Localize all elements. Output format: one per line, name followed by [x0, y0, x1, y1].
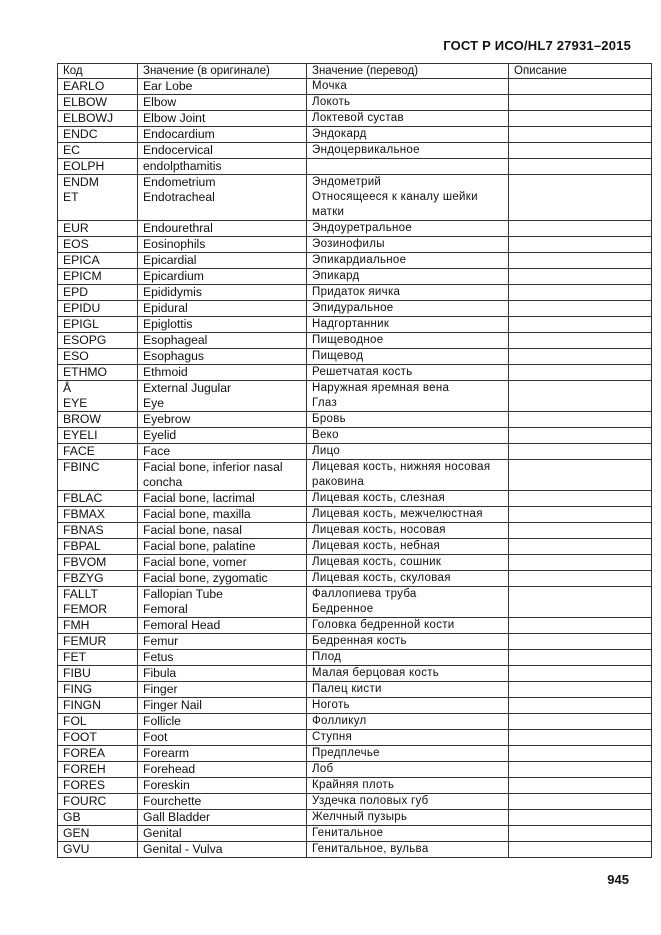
table-row: [58, 571, 652, 587]
cell-code: EOLPH: [58, 159, 138, 175]
cell-description: [509, 349, 652, 365]
cell-description: [509, 682, 652, 698]
table-row: [58, 634, 652, 650]
cell-description: [509, 666, 652, 682]
cell-description: [509, 762, 652, 778]
cell-original-value: Endometrium Endotracheal: [138, 175, 307, 221]
cell-original-value: Fallopian Tube Femoral: [138, 587, 307, 618]
cell-original-value: Femur: [138, 634, 307, 650]
cell-translated-value: Лоб: [307, 762, 509, 778]
cell-code: FMH: [58, 618, 138, 634]
table-row: [58, 555, 652, 571]
cell-description: [509, 412, 652, 428]
cell-code: ETHMO: [58, 365, 138, 381]
cell-original-value: Finger: [138, 682, 307, 698]
cell-translated-value: Локтевой сустав: [307, 111, 509, 127]
cell-description: [509, 269, 652, 285]
cell-code: FBMAX: [58, 507, 138, 523]
table-row: [58, 79, 652, 95]
cell-translated-value: Лицевая кость, нижняя носовая раковина: [307, 460, 509, 491]
cell-description: [509, 444, 652, 460]
cell-original-value: Elbow Joint: [138, 111, 307, 127]
cell-code: FORES: [58, 778, 138, 794]
cell-code: FBLAC: [58, 491, 138, 507]
cell-description: [509, 650, 652, 666]
cell-original-value: Genital: [138, 826, 307, 842]
cell-translated-value: Бровь: [307, 412, 509, 428]
cell-description: [509, 571, 652, 587]
cell-translated-value: Плод: [307, 650, 509, 666]
table-row: [58, 539, 652, 555]
cell-original-value: Facial bone, palatine: [138, 539, 307, 555]
table-row: [58, 650, 652, 666]
cell-translated-value: Наружная яремная вена Глаз: [307, 381, 509, 412]
cell-translated-value: Пищевод: [307, 349, 509, 365]
cell-original-value: Fourchette: [138, 794, 307, 810]
cell-original-value: Forearm: [138, 746, 307, 762]
cell-translated-value: Малая берцовая кость: [307, 666, 509, 682]
cell-description: [509, 618, 652, 634]
cell-translated-value: Ступня: [307, 730, 509, 746]
cell-description: [509, 730, 652, 746]
table-row: [58, 730, 652, 746]
table-row: [58, 381, 652, 412]
cell-description: [509, 79, 652, 95]
table-row: [58, 428, 652, 444]
table-body: [58, 79, 652, 858]
cell-translated-value: Эндоцервикальное: [307, 143, 509, 159]
cell-code: EARLO: [58, 79, 138, 95]
table-row: [58, 237, 652, 253]
cell-code: EPIDU: [58, 301, 138, 317]
cell-translated-value: Эозинофилы: [307, 237, 509, 253]
cell-code: EPICM: [58, 269, 138, 285]
table-row: [58, 794, 652, 810]
column-header-description: Описание: [509, 64, 652, 79]
cell-original-value: Facial bone, lacrimal: [138, 491, 307, 507]
table-row: [58, 253, 652, 269]
column-header-translated-value: Значение (перевод): [307, 64, 509, 79]
cell-translated-value: Крайняя плоть: [307, 778, 509, 794]
table-row: [58, 301, 652, 317]
table-row: [58, 842, 652, 858]
table-header-row: [58, 64, 652, 79]
page-number: 945: [607, 872, 629, 887]
cell-original-value: Facial bone, vomer: [138, 555, 307, 571]
cell-translated-value: Желчный пузырь: [307, 810, 509, 826]
cell-translated-value: Лицевая кость, сошник: [307, 555, 509, 571]
cell-code: FING: [58, 682, 138, 698]
cell-description: [509, 127, 652, 143]
cell-description: [509, 746, 652, 762]
cell-description: [509, 826, 652, 842]
cell-code: FOL: [58, 714, 138, 730]
cell-code: ELBOWJ: [58, 111, 138, 127]
table-row: [58, 698, 652, 714]
cell-translated-value: Лицевая кость, скуловая: [307, 571, 509, 587]
table-row: [58, 810, 652, 826]
cell-original-value: Elbow: [138, 95, 307, 111]
cell-original-value: Epiglottis: [138, 317, 307, 333]
cell-description: [509, 507, 652, 523]
cell-translated-value: Лицевая кость, небная: [307, 539, 509, 555]
cell-code: FBZYG: [58, 571, 138, 587]
cell-description: [509, 523, 652, 539]
cell-code: GVU: [58, 842, 138, 858]
cell-original-value: Femoral Head: [138, 618, 307, 634]
cell-translated-value: Пищеводное: [307, 333, 509, 349]
table-row: [58, 333, 652, 349]
cell-translated-value: Генитальное, вульва: [307, 842, 509, 858]
table-row: [58, 95, 652, 111]
cell-original-value: Facial bone, zygomatic: [138, 571, 307, 587]
column-header-original-value: Значение (в оригинале): [138, 64, 307, 79]
table-row: [58, 159, 652, 175]
cell-code: FBPAL: [58, 539, 138, 555]
column-header-code: Код: [58, 64, 138, 79]
table-row: [58, 127, 652, 143]
cell-code: FIBU: [58, 666, 138, 682]
cell-description: [509, 333, 652, 349]
cell-code: FOREA: [58, 746, 138, 762]
cell-original-value: Forehead: [138, 762, 307, 778]
cell-original-value: Genital - Vulva: [138, 842, 307, 858]
cell-original-value: Endourethral: [138, 221, 307, 237]
table-row: [58, 762, 652, 778]
cell-description: [509, 491, 652, 507]
cell-description: [509, 95, 652, 111]
cell-original-value: Face: [138, 444, 307, 460]
cell-original-value: Epidural: [138, 301, 307, 317]
cell-translated-value: Эндокард: [307, 127, 509, 143]
cell-description: [509, 159, 652, 175]
cell-code: FEMUR: [58, 634, 138, 650]
cell-original-value: Epicardium: [138, 269, 307, 285]
table-row: [58, 826, 652, 842]
cell-description: [509, 285, 652, 301]
cell-description: [509, 221, 652, 237]
cell-translated-value: Ноготь: [307, 698, 509, 714]
table-row: [58, 317, 652, 333]
table-row: [58, 491, 652, 507]
cell-code: FACE: [58, 444, 138, 460]
cell-code: EOS: [58, 237, 138, 253]
cell-translated-value: Эндометрий Относящееся к каналу шейки матки: [307, 175, 509, 221]
cell-original-value: Esophageal: [138, 333, 307, 349]
cell-translated-value: Генитальное: [307, 826, 509, 842]
cell-original-value: Facial bone, inferior nasal concha: [138, 460, 307, 491]
cell-original-value: Epididymis: [138, 285, 307, 301]
cell-translated-value: [307, 159, 509, 175]
cell-code: EPD: [58, 285, 138, 301]
cell-description: [509, 698, 652, 714]
cell-translated-value: Локоть: [307, 95, 509, 111]
cell-description: [509, 794, 652, 810]
cell-original-value: Gall Bladder: [138, 810, 307, 826]
cell-translated-value: Мочка: [307, 79, 509, 95]
cell-translated-value: Фолликул: [307, 714, 509, 730]
cell-code: GB: [58, 810, 138, 826]
cell-code: BROW: [58, 412, 138, 428]
table-row: [58, 175, 652, 221]
cell-description: [509, 460, 652, 491]
cell-description: [509, 365, 652, 381]
cell-code: FBINC: [58, 460, 138, 491]
table-row: [58, 746, 652, 762]
cell-code: EC: [58, 143, 138, 159]
cell-translated-value: Эпикард: [307, 269, 509, 285]
cell-translated-value: Эндоуретральное: [307, 221, 509, 237]
cell-translated-value: Головка бедренной кости: [307, 618, 509, 634]
cell-code: ENDC: [58, 127, 138, 143]
code-table: [57, 63, 652, 858]
cell-description: [509, 810, 652, 826]
cell-description: [509, 842, 652, 858]
cell-description: [509, 381, 652, 412]
table-row: [58, 412, 652, 428]
cell-original-value: Eosinophils: [138, 237, 307, 253]
cell-original-value: Foot: [138, 730, 307, 746]
cell-translated-value: Лицевая кость, межчелюстная: [307, 507, 509, 523]
cell-code: ENDM ET: [58, 175, 138, 221]
cell-code: EUR: [58, 221, 138, 237]
cell-original-value: Ethmoid: [138, 365, 307, 381]
cell-original-value: Fibula: [138, 666, 307, 682]
table-row: [58, 143, 652, 159]
cell-code: FBVOM: [58, 555, 138, 571]
cell-code: FOURC: [58, 794, 138, 810]
cell-original-value: Follicle: [138, 714, 307, 730]
cell-translated-value: Палец кисти: [307, 682, 509, 698]
cell-code: FET: [58, 650, 138, 666]
cell-code: FOREH: [58, 762, 138, 778]
cell-original-value: Ear Lobe: [138, 79, 307, 95]
cell-code: FINGN: [58, 698, 138, 714]
cell-translated-value: Веко: [307, 428, 509, 444]
cell-translated-value: Лицевая кость, слезная: [307, 491, 509, 507]
cell-translated-value: Эпикардиальное: [307, 253, 509, 269]
cell-code: FBNAS: [58, 523, 138, 539]
cell-description: [509, 111, 652, 127]
cell-translated-value: Лицевая кость, носовая: [307, 523, 509, 539]
table-row: [58, 666, 652, 682]
cell-description: [509, 555, 652, 571]
cell-code: ESO: [58, 349, 138, 365]
cell-description: [509, 317, 652, 333]
cell-original-value: Finger Nail: [138, 698, 307, 714]
cell-translated-value: Бедренная кость: [307, 634, 509, 650]
cell-code: EYELI: [58, 428, 138, 444]
cell-code: FOOT: [58, 730, 138, 746]
table-row: [58, 285, 652, 301]
cell-description: [509, 301, 652, 317]
cell-translated-value: Эпидуральное: [307, 301, 509, 317]
cell-original-value: Eyelid: [138, 428, 307, 444]
cell-original-value: External Jugular Eye: [138, 381, 307, 412]
table-row: [58, 269, 652, 285]
cell-description: [509, 539, 652, 555]
table-row: [58, 365, 652, 381]
cell-code: EPIGL: [58, 317, 138, 333]
cell-description: [509, 778, 652, 794]
table-row: [58, 349, 652, 365]
cell-code: EPICA: [58, 253, 138, 269]
cell-description: [509, 428, 652, 444]
cell-description: [509, 175, 652, 221]
cell-original-value: Facial bone, maxilla: [138, 507, 307, 523]
cell-original-value: Esophagus: [138, 349, 307, 365]
cell-translated-value: Уздечка половых губ: [307, 794, 509, 810]
table-row: [58, 460, 652, 491]
cell-translated-value: Фаллопиева труба Бедренное: [307, 587, 509, 618]
cell-original-value: Endocardium: [138, 127, 307, 143]
table-row: [58, 111, 652, 127]
table-row: [58, 507, 652, 523]
cell-description: [509, 237, 652, 253]
cell-code: ESOPG: [58, 333, 138, 349]
cell-description: [509, 143, 652, 159]
cell-original-value: Facial bone, nasal: [138, 523, 307, 539]
document-standard-header: ГОСТ Р ИСО/HL7 27931–2015: [443, 38, 631, 53]
cell-description: [509, 253, 652, 269]
table-row: [58, 714, 652, 730]
cell-original-value: Foreskin: [138, 778, 307, 794]
cell-description: [509, 634, 652, 650]
table-row: [58, 778, 652, 794]
table-row: [58, 221, 652, 237]
table-row: [58, 618, 652, 634]
cell-translated-value: Предплечье: [307, 746, 509, 762]
table-row: [58, 587, 652, 618]
cell-translated-value: Надгортанник: [307, 317, 509, 333]
cell-code: ELBOW: [58, 95, 138, 111]
cell-original-value: Fetus: [138, 650, 307, 666]
table-row: [58, 523, 652, 539]
cell-original-value: Epicardial: [138, 253, 307, 269]
table-row: [58, 444, 652, 460]
cell-original-value: Endocervical: [138, 143, 307, 159]
cell-original-value: Eyebrow: [138, 412, 307, 428]
cell-code: GEN: [58, 826, 138, 842]
cell-description: [509, 714, 652, 730]
table-row: [58, 682, 652, 698]
cell-translated-value: Лицо: [307, 444, 509, 460]
cell-description: [509, 587, 652, 618]
cell-code: Å EYE: [58, 381, 138, 412]
cell-translated-value: Придаток яичка: [307, 285, 509, 301]
cell-original-value: endolpthamitis: [138, 159, 307, 175]
cell-translated-value: Решетчатая кость: [307, 365, 509, 381]
cell-code: FALLT FEMOR: [58, 587, 138, 618]
